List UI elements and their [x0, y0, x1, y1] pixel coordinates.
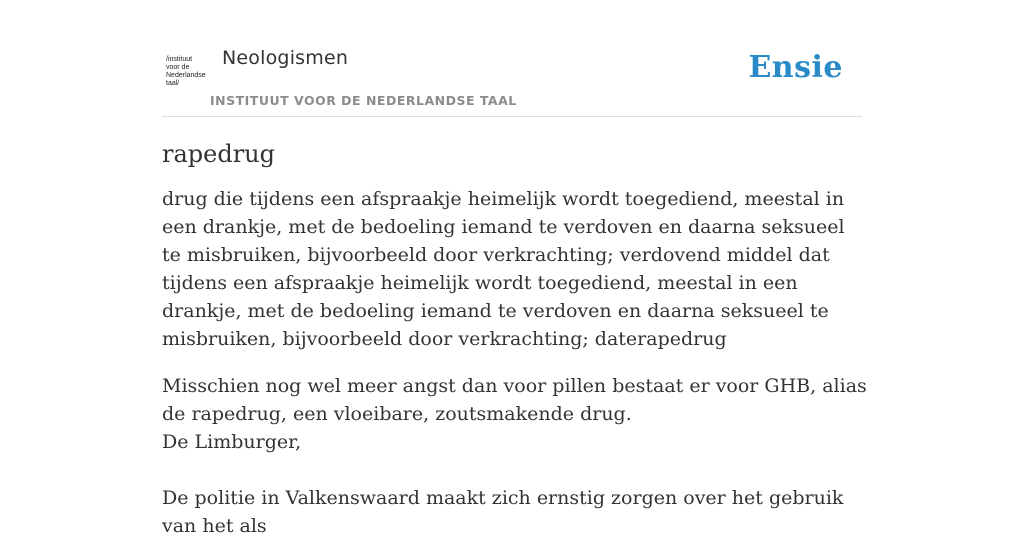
spacer — [162, 456, 868, 484]
site-name[interactable]: Neologismen — [222, 47, 349, 69]
example-quote: Misschien nog wel meer angst dan voor pillen bestaat er voor GHB, alias de rapedrug, een vloeibare, zoutsmakende drug. — [162, 375, 867, 425]
example-source: De Limburger, — [162, 431, 302, 453]
logo-line: /instituut — [166, 56, 193, 63]
entry-example — [162, 372, 868, 540]
site-header — [162, 40, 862, 117]
example-quote-2: De politie in Valkenswaard maakt zich ernstig zorgen over het gebruik van het als — [162, 487, 844, 537]
logo-line: Nederlandse — [166, 72, 206, 79]
logo-line: taal/ — [166, 80, 180, 87]
logo-line: voor de — [166, 64, 190, 71]
ensie-brand-link[interactable]: Ensie — [748, 50, 843, 85]
organization-name: INSTITUUT VOOR DE NEDERLANDSE TAAL — [210, 93, 517, 108]
entry-content — [162, 136, 868, 540]
entry-term: rapedrug — [162, 140, 276, 168]
ivdnt-logo[interactable] — [166, 56, 208, 88]
entry-definition: drug die tijdens een afspraakje heimelijk wordt toegediend, meestal in een drankje, met de bedoeling iemand te verdoven en daarna seksueel te misbruiken, bijvoorbeeld door verkrachting; verdovend middel dat tijdens een afspraakje heimelijk wordt toegediend, meestal in een drankje, met de bedoeling iemand te verdoven en daarna seksueel te misbruiken, bijvoorbeeld door verkrachting; daterapedrug — [162, 188, 845, 350]
